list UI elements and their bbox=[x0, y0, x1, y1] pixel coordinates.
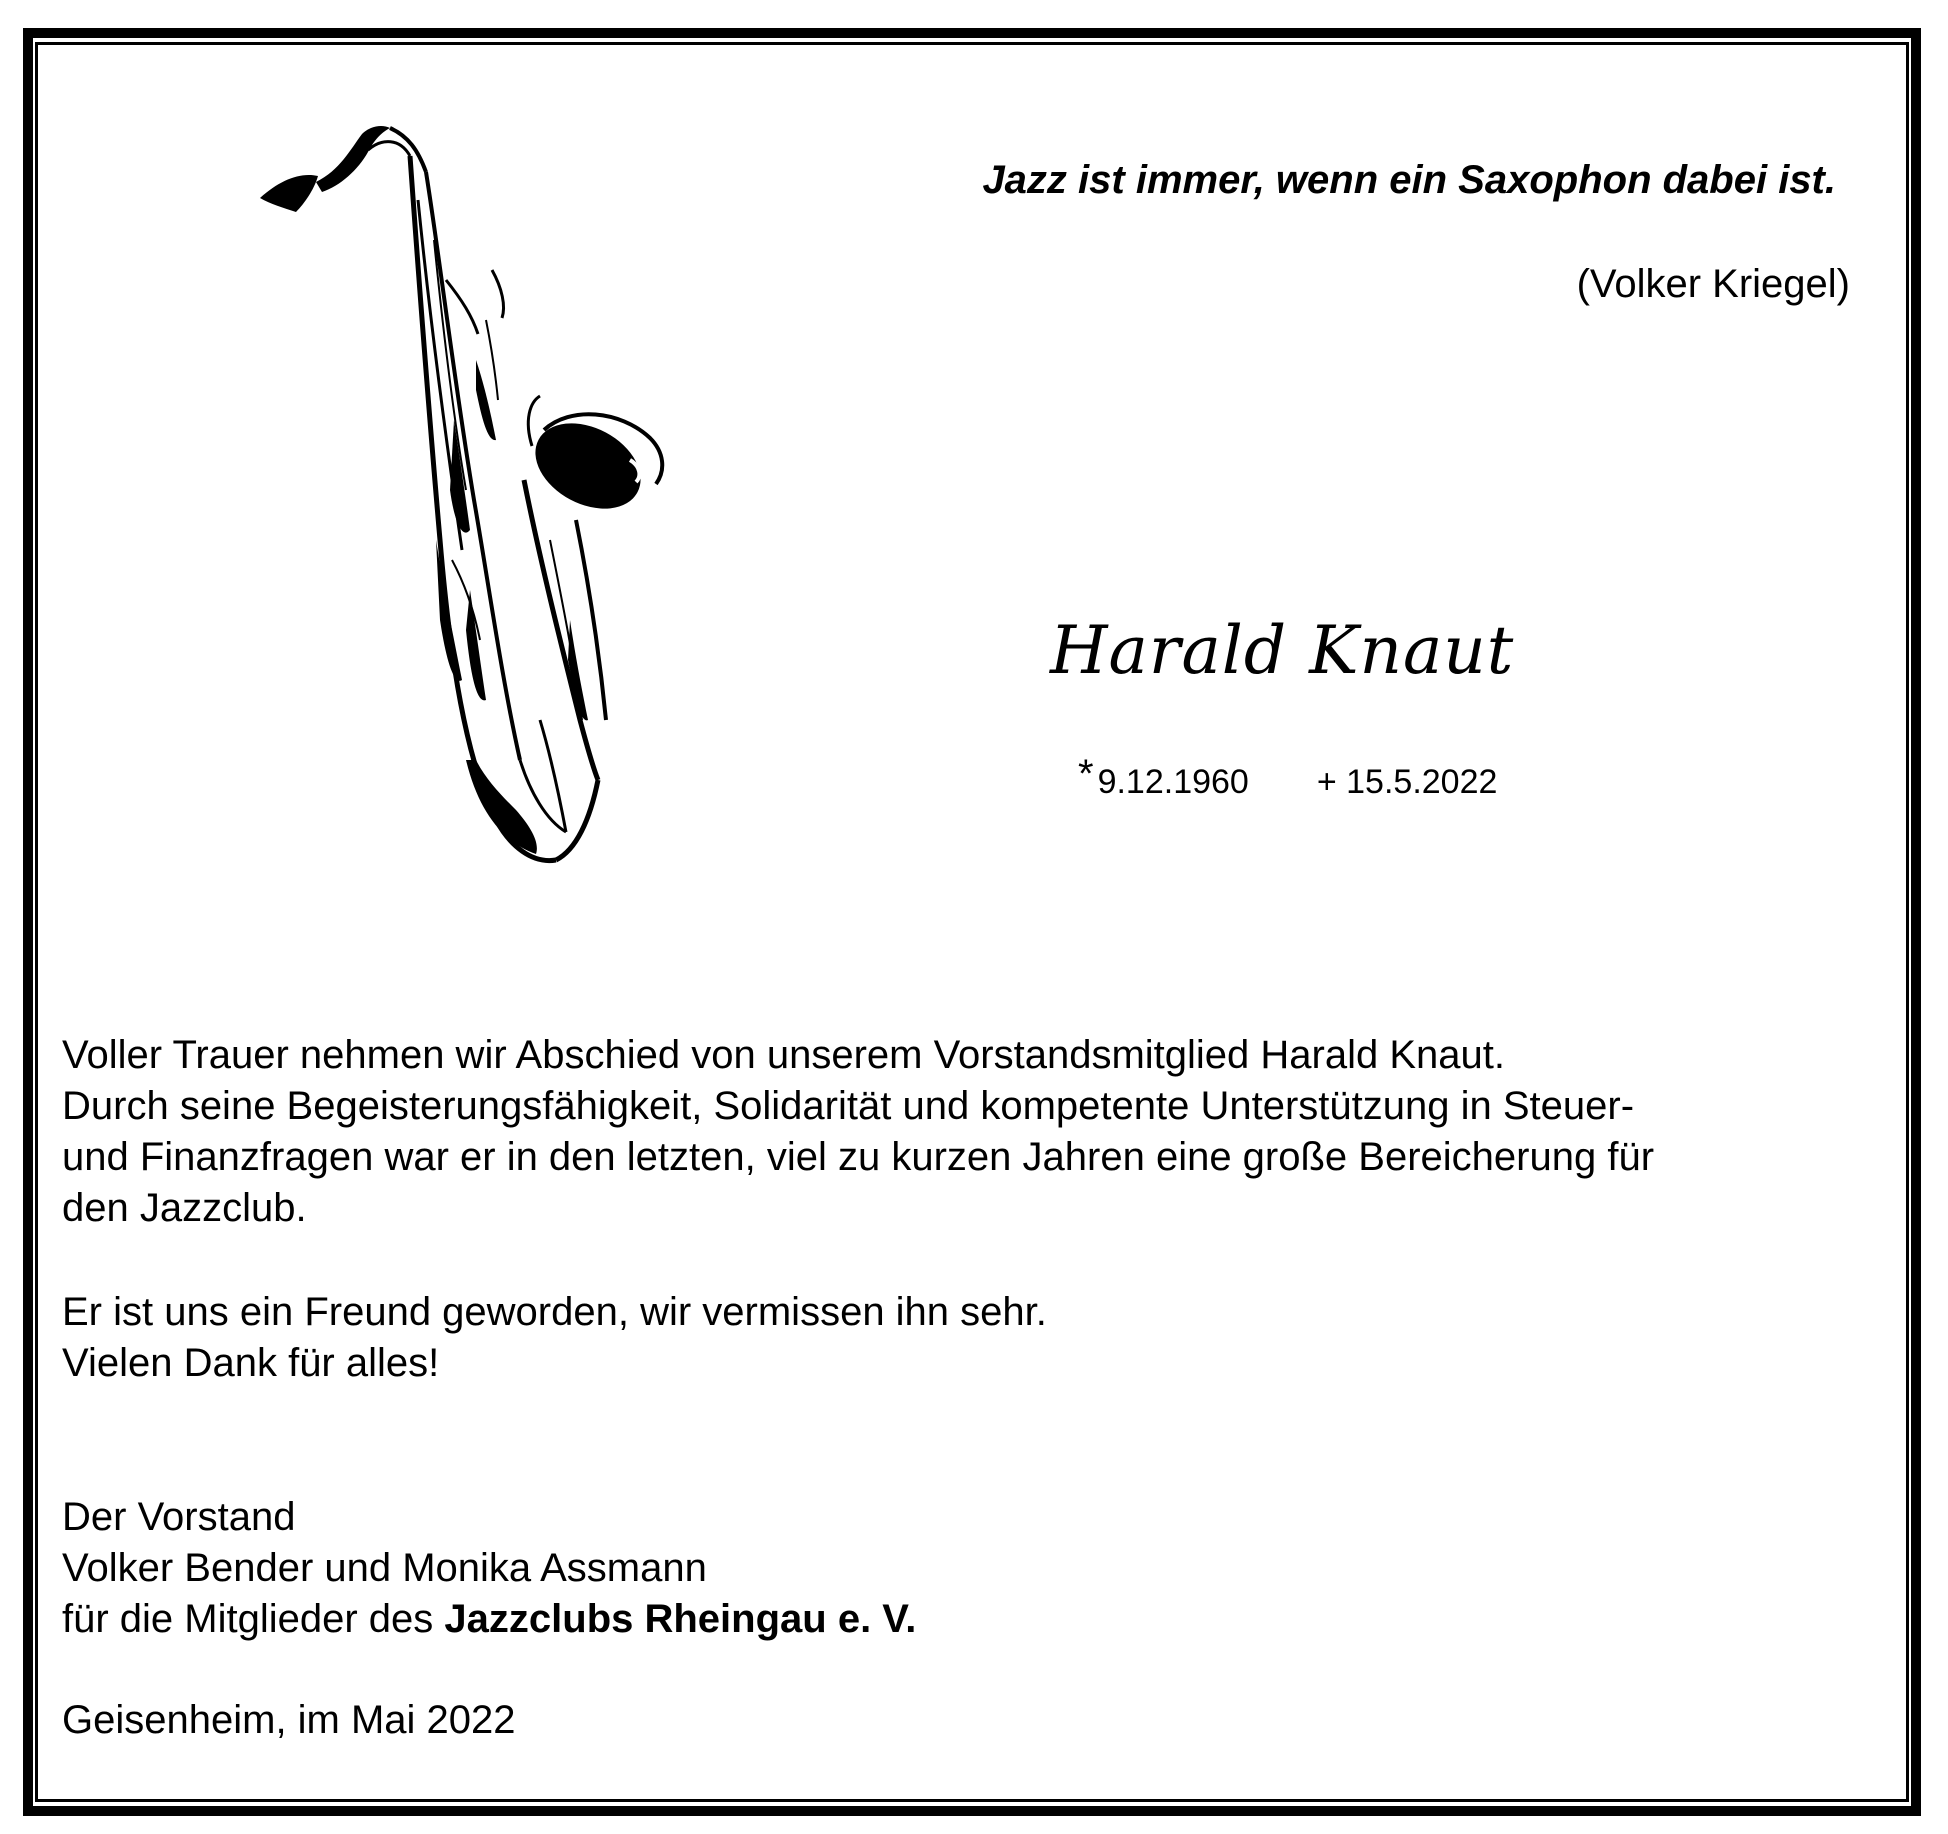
deceased-name: Harald Knaut bbox=[1050, 612, 1515, 689]
club-name: Jazzclubs Rheingau e. V. bbox=[444, 1597, 917, 1641]
life-dates bbox=[1078, 752, 1498, 803]
birth-symbol: * bbox=[1078, 752, 1094, 796]
death-date: + 15.5.2022 bbox=[1316, 763, 1498, 801]
closing-paragraph bbox=[62, 1287, 1047, 1389]
signature-club-line bbox=[62, 1594, 916, 1645]
condolence-paragraph bbox=[62, 1030, 1654, 1234]
signature-board: Der Vorstand bbox=[62, 1495, 296, 1539]
condolence-line: Durch seine Begeisterungsfähigkeit, Solidarität und kompetente Unterstützung in Steuer- bbox=[62, 1084, 1635, 1128]
place-date: Geisenheim, im Mai 2022 bbox=[62, 1698, 516, 1742]
quote-author: (Volker Kriegel) bbox=[1576, 262, 1850, 306]
condolence-line: Voller Trauer nehmen wir Abschied von unserem Vorstandsmitglied Harald Knaut. bbox=[62, 1033, 1505, 1077]
closing-line: Er ist uns ein Freund geworden, wir vermissen ihn sehr. bbox=[62, 1290, 1047, 1334]
signature-names: Volker Bender und Monika Assmann bbox=[62, 1546, 707, 1590]
closing-line: Vielen Dank für alles! bbox=[62, 1341, 440, 1385]
saxophone-illustration bbox=[240, 120, 720, 920]
condolence-line: und Finanzfragen war er in den letzten, viel zu kurzen Jahren eine große Bereicherung für bbox=[62, 1135, 1655, 1179]
birth-date: 9.12.1960 bbox=[1097, 763, 1249, 801]
quote-text: Jazz ist immer, wenn ein Saxophon dabei ist. bbox=[982, 158, 1836, 202]
signature-block bbox=[62, 1492, 916, 1645]
signature-prefix: für die Mitglieder des bbox=[62, 1597, 445, 1641]
condolence-line: den Jazzclub. bbox=[62, 1186, 307, 1230]
